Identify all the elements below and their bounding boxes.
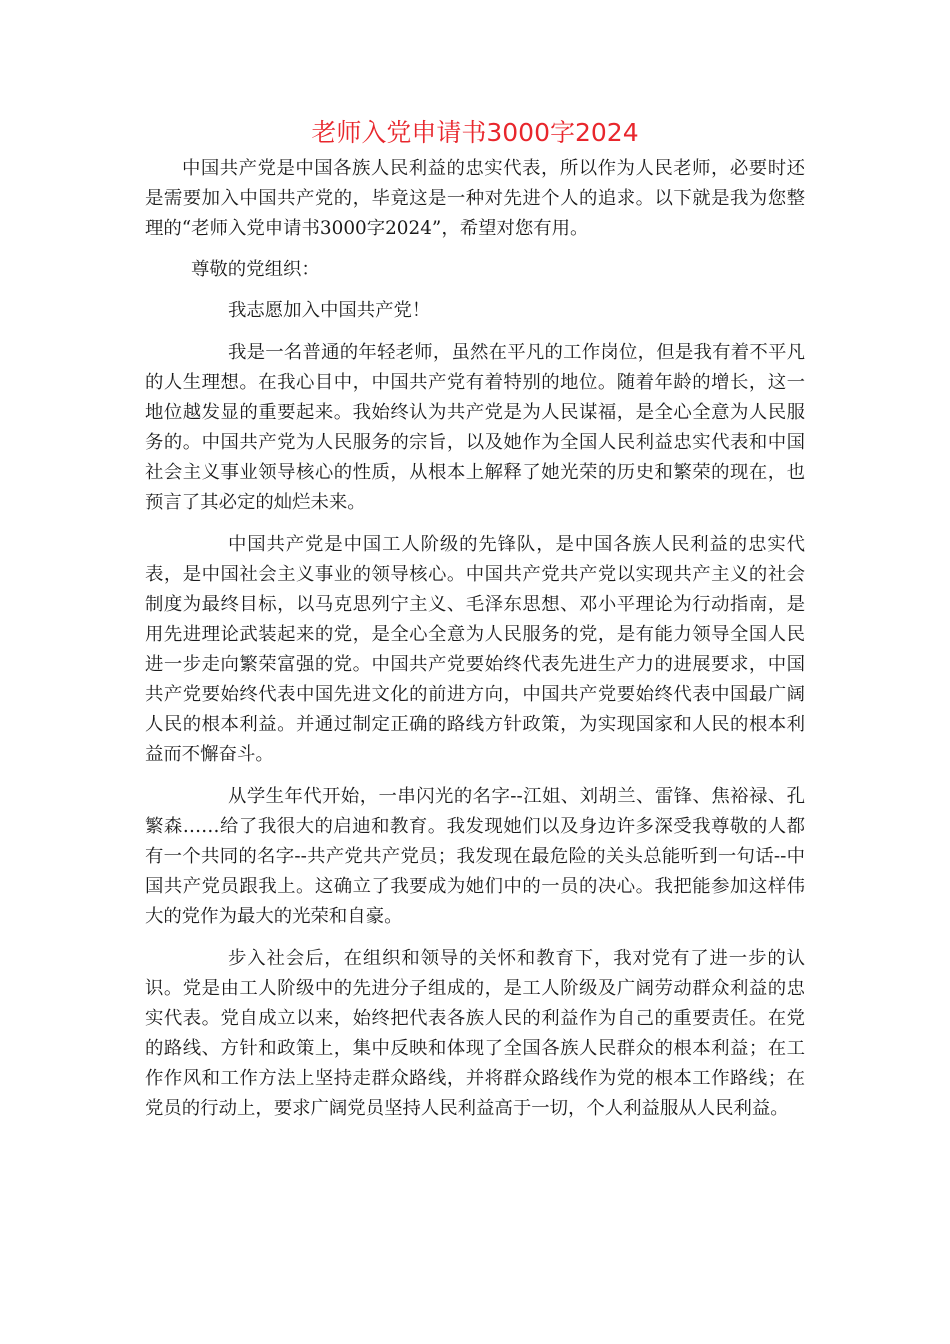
body-paragraph-3: 中国共产党是中国工人阶级的先锋队，是中国各族人民利益的忠实代表，是中国社会主义事业的领导核心。中国共产党共产党以实现共产主义的社会制度为最终目标，以马克思列宁主义、毛泽东思想、邓小平理论为行动指南，是用先进理论武装起来的党，是全心全意为人民服务的党，是有能力领导全国人民进一步走向繁荣富强的党。中国共产党要始终代表先进生产力的进展要求，中国共产党要始终代表中国先进文化的前进方向，中国共产党要始终代表中国最广阔人民的根本利益。并通过制定正确的路线方针政策，为实现国家和人民的根本利益而不懈奋斗。: [145, 534, 805, 765]
body-paragraph-4: 从学生年代开始，一串闪光的名字--江姐、刘胡兰、雷锋、焦裕禄、孔繁森……给了我很大的启迪和教育。我发现她们以及身边许多深受我尊敬的人都有一个共同的名字--共产党共产党员；我发现在最危险的关头总能听到一句话--中国共产党员跟我上。这确立了我要成为她们中的一员的决心。我把能参加这样伟大的党作为最大的光荣和自豪。: [145, 786, 805, 927]
salutation: 尊敬的党组织：: [191, 259, 320, 280]
document-title: 老师入党申请书3000字2024: [311, 118, 639, 147]
body-paragraph-2: 我是一名普通的年轻老师，虽然在平凡的工作岗位，但是我有着不平凡的人生理想。在我心目中，中国共产党有着特别的地位。随着年龄的增长，这一地位越发显的重要起来。我始终认为共产党是为人民谋福，是全心全意为人民服务的。中国共产党为人民服务的宗旨，以及她作为全国人民利益忠实代表和中国社会主义事业领导核心的性质，从根本上解释了她光荣的历史和繁荣的现在，也预言了其必定的灿烂未来。: [145, 342, 805, 513]
body-paragraph-5: 步入社会后，在组织和领导的关怀和教育下，我对党有了进一步的认识。党是由工人阶级中的先进分子组成的，是工人阶级及广阔劳动群众利益的忠实代表。党自成立以来，始终把代表各族人民的利益作为自己的重要责任。在党的路线、方针和政策上，集中反映和体现了全国各族人民群众的根本利益；在工作作风和工作方法上坚持走群众路线，并将群众路线作为党的根本工作路线；在党员的行动上，要求广阔党员坚持人民利益高于一切，个人利益服从人民利益。: [145, 948, 805, 1119]
intro-paragraph: 中国共产党是中国各族人民利益的忠实代表，所以作为人民老师，必要时还是需要加入中国共产党的，毕竟这是一种对先进个人的追求。以下就是我为您整理的“老师入党申请书3000字2024”，希望对您有用。: [145, 158, 805, 239]
body-paragraph-1: 我志愿加入中国共产党！: [228, 300, 431, 321]
document-body: [145, 154, 805, 1136]
